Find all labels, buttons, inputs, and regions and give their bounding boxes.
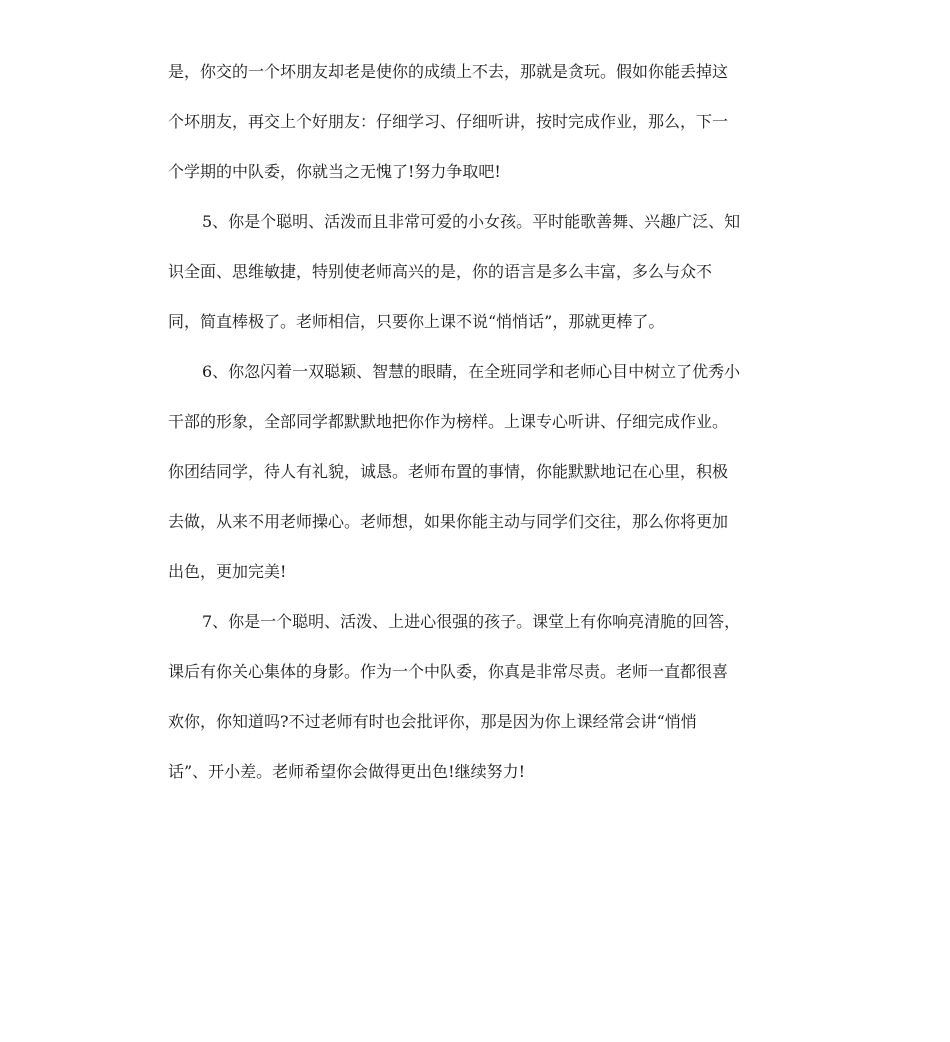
paragraph-continuation: [168, 59, 784, 184]
paragraph-item-7: [168, 609, 784, 784]
paragraph-item-6: [168, 359, 784, 584]
text-line: 5、你是个聪明、活泼而且非常可爱的小女孩。平时能歌善舞、兴趣广泛、知: [202, 212, 741, 231]
text-line: 话”、开小差。老师希望你会做得更出色!继续努力!: [168, 762, 526, 781]
text-line: 干部的形象，全部同学都默默地把你作为榜样。上课专心听讲、仔细完成作业。: [168, 412, 729, 431]
text-line: 欢你，你知道吗?不过老师有时也会批评你，那是因为你上课经常会讲“悄悄: [168, 712, 697, 731]
text-line: 出色，更加完美!: [168, 562, 287, 581]
text-line: 你团结同学，待人有礼貌，诚恳。老师布置的事情，你能默默地记在心里，积极: [168, 462, 729, 481]
text-line: 识全面、思维敏捷，特别使老师高兴的是，你的语言是多么丰富，多么与众不: [168, 262, 713, 281]
text-line: 去做，从来不用老师操心。老师想，如果你能主动与同学们交往，那么你将更加: [168, 512, 729, 531]
text-line: 7、你是一个聪明、活泼、上进心很强的孩子。课堂上有你响亮清脆的回答，: [202, 612, 741, 631]
paragraph-item-5: [168, 209, 784, 334]
text-line: 是，你交的一个坏朋友却老是使你的成绩上不去，那就是贪玩。假如你能丢掉这: [168, 62, 729, 81]
text-line: 同，简直棒极了。老师相信，只要你上课不说“悄悄话”，那就更棒了。: [168, 312, 665, 331]
text-line: 个坏朋友，再交上个好朋友：仔细学习、仔细听讲，按时完成作业，那么，下一: [168, 112, 729, 131]
text-line: 个学期的中队委，你就当之无愧了!努力争取吧!: [168, 162, 501, 181]
document-body: [168, 59, 784, 784]
text-line: 6、你忽闪着一双聪颖、智慧的眼睛，在全班同学和老师心目中树立了优秀小: [202, 362, 741, 381]
text-line: 课后有你关心集体的身影。作为一个中队委，你真是非常尽责。老师一直都很喜: [168, 662, 729, 681]
